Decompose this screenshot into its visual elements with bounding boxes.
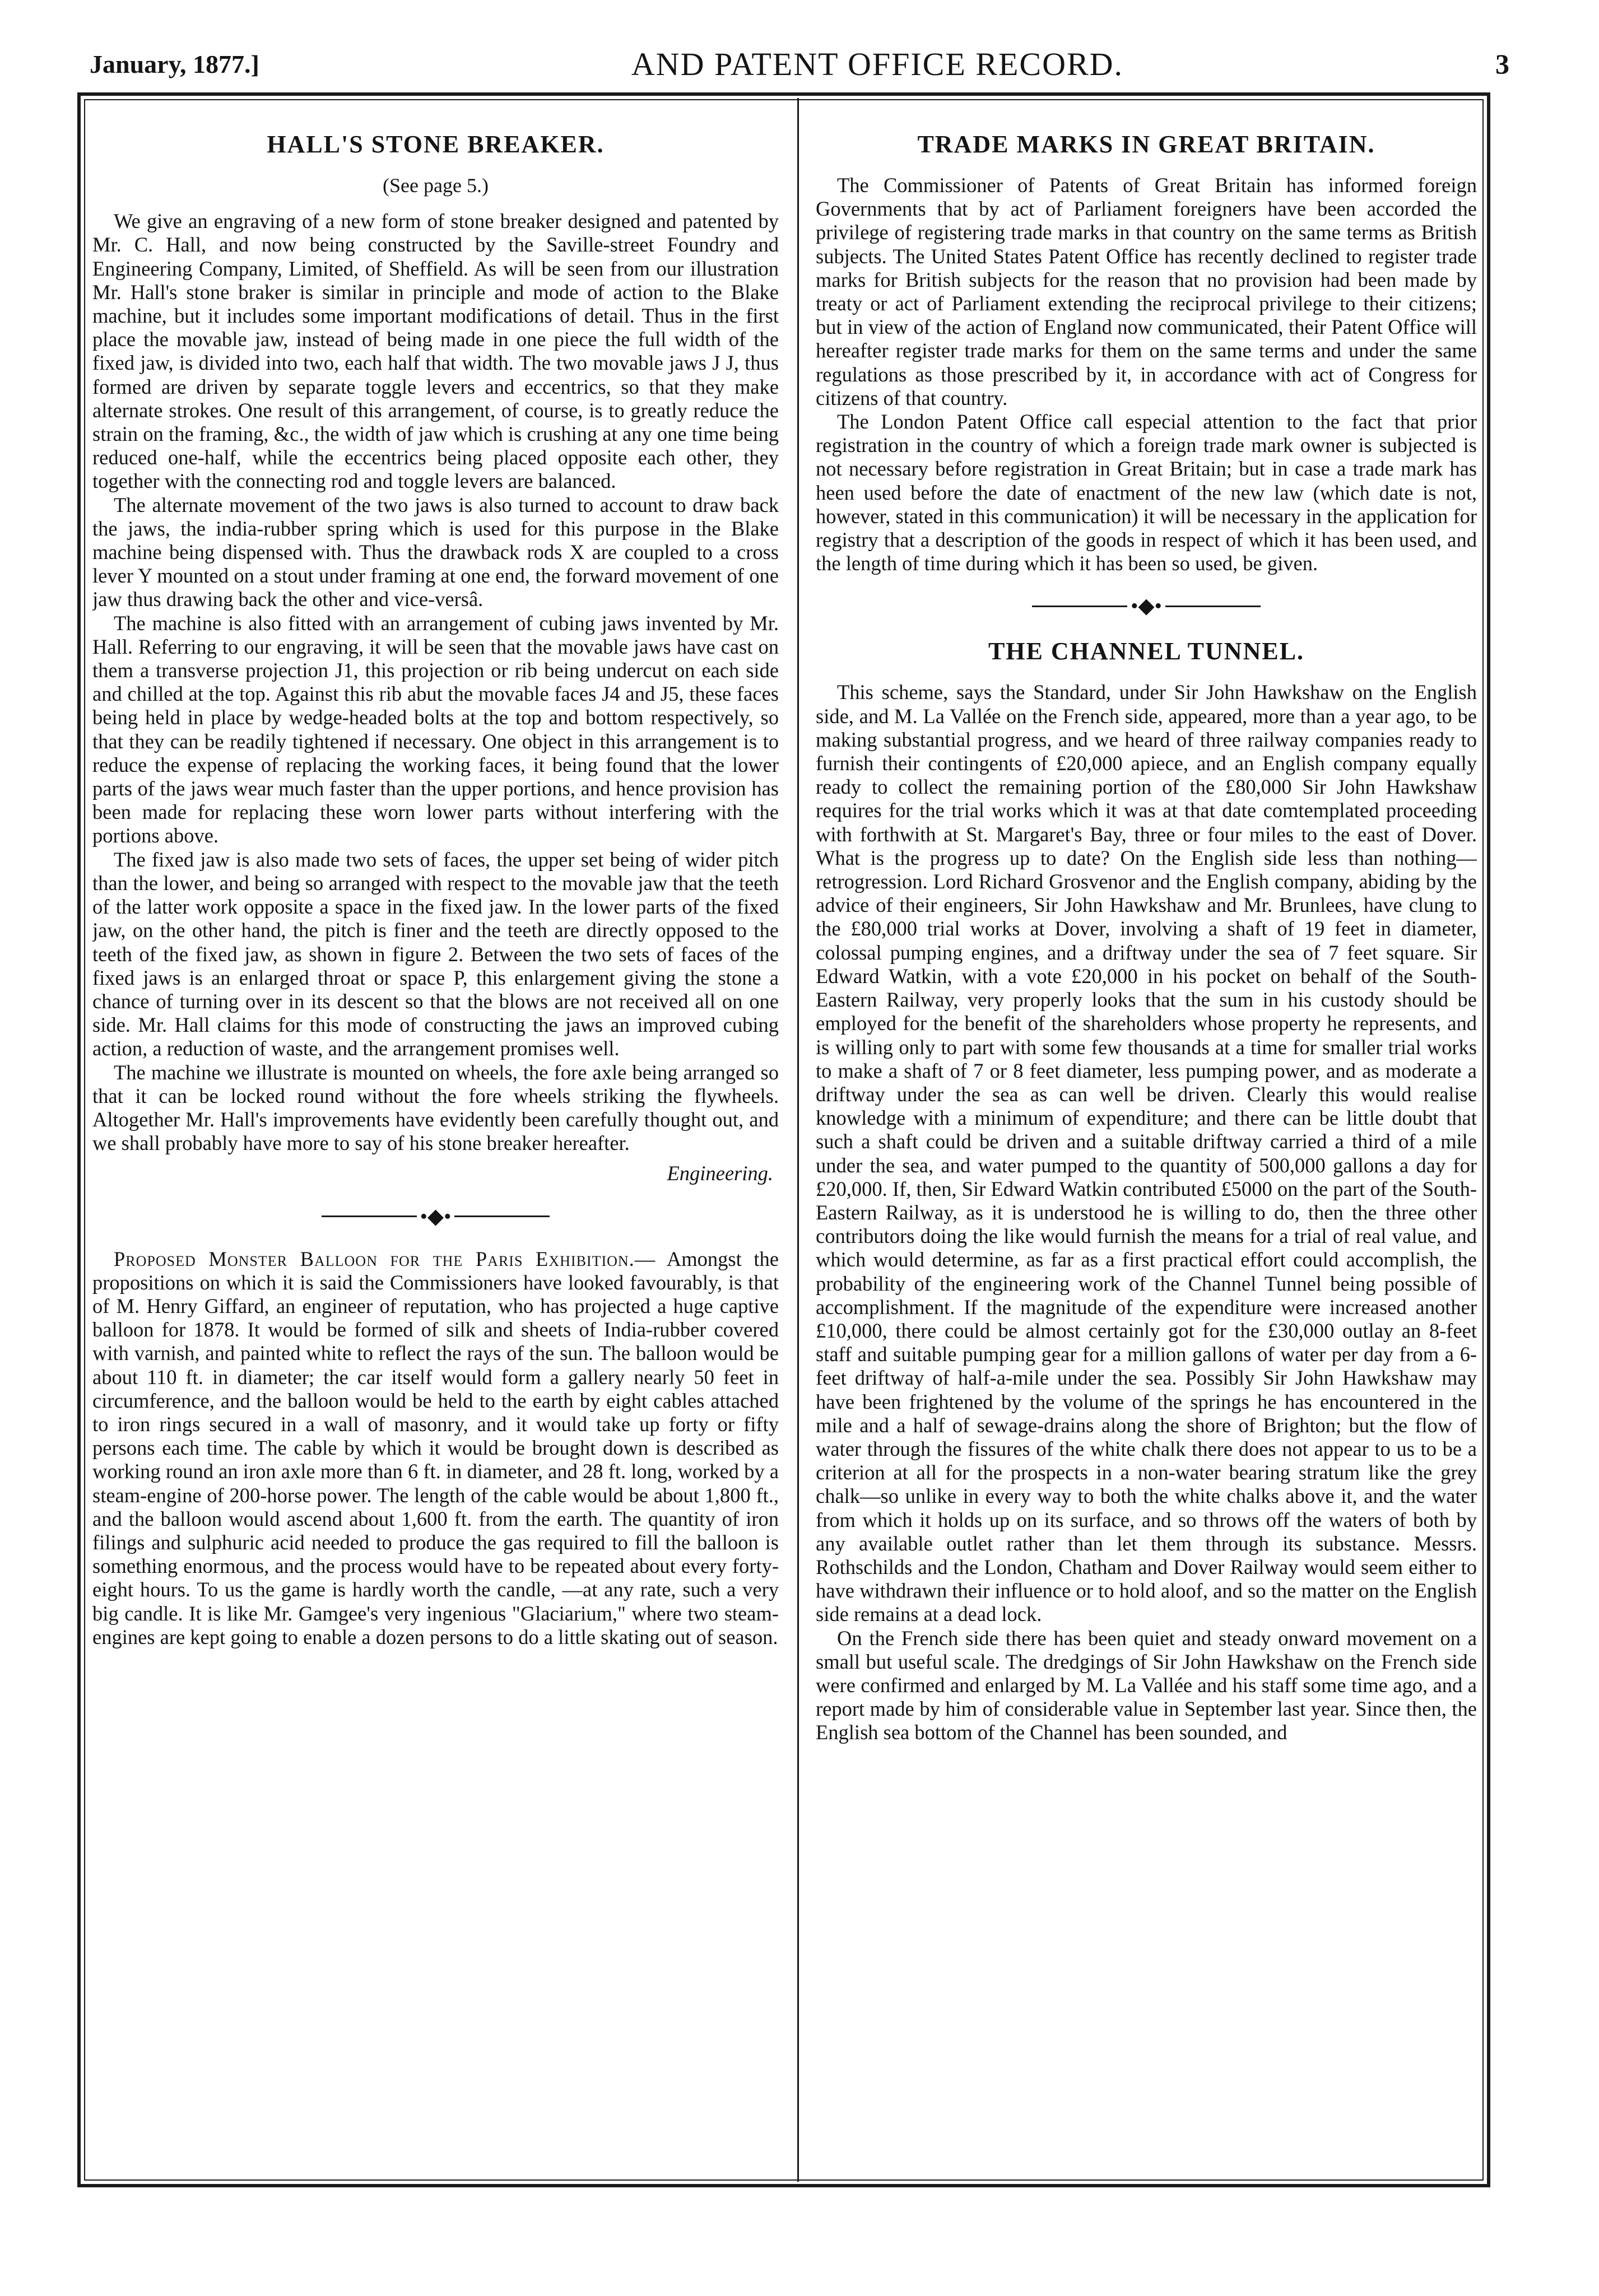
page-number: 3	[1495, 48, 1509, 80]
divider-line	[1165, 606, 1261, 607]
see-page-note: (See page 5.)	[383, 174, 489, 197]
balloon-lead: Proposed Monster Balloon for the Paris Exhibition.—	[114, 1247, 656, 1270]
article-paragraph: The alternate movement of the two jaws is also turned to account to draw back the jaws, the india-rubber spring which is used for this purpose in the Blake machine being dispensed with. Thus the drawback rods X are coupled to a cross lever Y mounted on a stout under framing at one end, the forward movement of one jaw thus drawing back the other and vice-versâ.	[92, 493, 779, 611]
divider-line	[1032, 606, 1127, 607]
section-divider	[92, 1186, 779, 1247]
article-paragraph: The machine we illustrate is mounted on wheels, the fore axle being arranged so that it can be locked round without the fore wheels striking the flywheels. Altogether Mr. Hall's improvements have evidently been carefully thought out, and we shall probably have more to say of his stone breaker hereafter.	[92, 1060, 779, 1155]
running-header	[90, 41, 1509, 86]
column-rule	[797, 98, 799, 2182]
balloon-paragraph	[92, 1247, 779, 1649]
divider-line	[322, 1215, 417, 1217]
divider-line	[454, 1215, 550, 1217]
article-paragraph: We give an engraving of a new form of stone breaker designed and patented by Mr. C. Hall, and now being constructed by the Saville-street Foundry and Engineering Company, Limited, of Sheffield. As will be seen from our illustration Mr. Hall's stone braker is similar in principle and mode of action to the Blake machine, but it includes some important modifications of detail. Thus in the first place the movable jaw, instead of being made in one piece the full width of the fixed jaw, is divided into two, each half that width. The two movable jaws J J, thus formed are driven by separate toggle levers and eccentrics, so that they make alternate strokes. One result of this arrangement, of course, is to greatly reduce the strain on the framing, &c., the width of jaw which is crushing at any one time being reduced one-half, while the eccentrics being placed opposite each other, they together with the connecting rod and toggle levers are balanced.	[92, 209, 779, 493]
article-title-channel-tunnel: THE CHANNEL TUNNEL.	[988, 637, 1305, 665]
article-paragraph: The fixed jaw is also made two sets of faces, the upper set being of wider pitch than the lower, and being so arranged with respect to the movable jaw that the teeth of the latter work opposite a space in the fixed jaw. In the lower parts of the fixed jaw, on the other hand, the pitch is finer and the teeth are directly opposed to the teeth of the fixed jaw, as shown in figure 2. Between the two sets of faces of the fixed jaws is an enlarged throat or space P, this enlargement giving the stone a chance of turning over in its descent so that the blows are not received all on one side. Mr. Hall claims for this mode of constructing the jaws an improved cubing action, a reduction of waste, and the arrangement promises well.	[92, 847, 779, 1060]
publication-title: AND PATENT OFFICE RECORD.	[631, 45, 1124, 82]
balloon-body: Amongst the propositions on which it is said the Commissioners have looked favourably, is that of M. Henry Giffard, an engineer of reputation, who has projected a huge captive balloon for 1878. It would be formed of silk and sheets of India-rubber covered with varnish, and painted white to reflect the rays of the sun. The balloon would be about 110 ft. in diameter; the car itself would form a gallery nearly 50 feet in circumference, and the balloon would be held to the earth by eight cables attached to iron rings secured in a wall of masonry, and it would take up forty or fifty persons each time. The cable by which it would be brought down is described as working round an iron axle more than 6 ft. in diameter, and 28 ft. long, worked by a steam-engine of 200-horse power. The length of the cable would be about 1,800 ft., and the balloon would ascend about 1,600 ft. from the earth. The quantity of iron filings and sulphuric acid needed to produce the gas required to fill the balloon is something enormous, and the process would have to be repeated about every forty-eight hours. To us the game is hardly worth the candle, —at any rate, such a very big candle. It is like Mr. Gamgee's very ingenious "Glaciarium," where two steam-engines are kept going to enable a dozen persons to do a little skating out of season.	[92, 1247, 779, 1648]
issue-date: January, 1877.]	[90, 49, 259, 78]
right-column	[816, 130, 1477, 2178]
section-divider	[816, 575, 1477, 637]
left-column	[92, 130, 779, 2178]
article-paragraph: On the French side there has been quiet and steady onward movement on a small but useful scale. The dredgings of Sir John Hawkshaw on the French side were confirmed and enlarged by M. La Vallée and his staff some time ago, and a report made by him of considerable value in September last year. Since then, the English sea bottom of the Channel has been sounded, and	[816, 1626, 1477, 1744]
article-title-stone-breaker: HALL'S STONE BREAKER.	[267, 131, 605, 158]
ornament-icon: •◆•	[1131, 594, 1162, 618]
ornament-icon: •◆•	[420, 1204, 452, 1228]
article-title-trade-marks: TRADE MARKS IN GREAT BRITAIN.	[917, 131, 1375, 158]
article-credit: Engineering.	[667, 1162, 773, 1185]
article-paragraph: The Commissioner of Patents of Great Britain has informed foreign Governments that by act of Parliament foreigners have been accorded the privilege of registering trade marks in that country on the same terms as British subjects. The United States Patent Office has recently declined to register trade marks for British subjects for the reason that no provision had been made by treaty or act of Parliament extending the reciprocal privilege to their citizens; but in view of the action of England now communicated, their Patent Office will hereafter register trade marks for them on the same terms and under the same regulations as those prescribed by it, in accordance with act of Congress for citizens of that country.	[816, 174, 1477, 409]
article-paragraph: The machine is also fitted with an arrangement of cubing jaws invented by Mr. Hall. Referring to our engraving, it will be seen that the movable jaws have cast on them a transverse projection J1, this projection or rib being undercut on each side and chilled at the top. Against this rib abut the movable faces J4 and J5, these faces being held in place by wedge-headed bolts at the top and bottom respectively, so that they can be readily tightened if necessary. One object in this arrangement is to reduce the expense of replacing the working faces, it being found that the lower parts of the jaws wear much faster than the upper portions, and hence provision has been made for replacing these worn lower parts without interfering with the portions above.	[92, 611, 779, 847]
article-paragraph: The London Patent Office call especial attention to the fact that prior registration in the country of which a foreign trade mark owner is subjected is not necessary before registration in Great Britain; but in case a trade mark has heen used before the date of enactment of the new law (which date is not, however, stated in this communication) it will be necessary in the application for registry that a description of the goods in respect of which it has been used, and the length of time during which it has been so used, be given.	[816, 410, 1477, 575]
article-paragraph: This scheme, says the Standard, under Sir John Hawkshaw on the English side, and M. La Vallée on the French side, appeared, more than a year ago, to be making substantial progress, and we heard of three railway companies ready to furnish their contingents of £20,000 apiece, and an English company equally ready to collect the remaining portion of the £80,000 Sir John Hawkshaw requires for the trial works which it was at that date comtemplated proceeding with forthwith at St. Margaret's Bay, three or four miles to the east of Dover. What is the progress up to date? On the English side less than nothing—retrogression. Lord Richard Grosvenor and the English company, abiding by the advice of their engineers, Sir John Hawkshaw and Mr. Brunlees, have clung to the £80,000 trial works at Dover, involving a shaft of 19 feet in diameter, colossal pumping engines, and a driftway under the sea of 7 feet square. Sir Edward Watkin, with a vote £20,000 in his pocket on behalf of the South-Eastern Railway, very properly looks that the sum in his custody should be employed for the benefit of the shareholders whose property he represents, and is willing only to part with some few thousands at a time for smaller trial works to make a shaft of 7 or 8 feet diameter, less pumping power, and as moderate a driftway under the sea as can well be driven. Clearly this would realise knowledge with a minimum of expenditure; and there can be little doubt that such a shaft could be driven and a suitable driftway carried a third of a mile under the sea, and water pumped to the quantity of 500,000 gallons a day for £20,000. If, then, Sir Edward Watkin contributed £5000 on the part of the South-Eastern Railway, as it is understood he is willing to do, then the three other contributors doing the like would furnish the means for a trial of real value, and which would determine, as far as a first practical effort could accomplish, the probability of the engineering work of the Channel Tunnel being possible of accomplishment. If the magnitude of the expenditure were increased another £10,000, there could be almost certainly got for the £30,000 outlay an 8-feet staff and suitable pumping gear for a million gallons of water per day from a 6-feet driftway of half-a-mile under the sea. Possibly Sir John Hawkshaw may have been frightened by the volume of the springs he has encountered in the mile and a half of sewage-drains along the shore of Brighton; but the flow of water through the fissures of the white chalk there does not appear to us to be a criterion at all for the prospects in a non-water bearing stratum like the grey chalk—so unlike in every way to both the white chalks above it, and the water from which it holds up on its surface, and so throws off the waters of both by any available outlet rather than let them through its substance. Messrs. Rothschilds and the London, Chatham and Dover Railway would seem either to have withdrawn their influence or to hold aloof, and so the matter on the English side remains at a dead lock.	[816, 681, 1477, 1626]
